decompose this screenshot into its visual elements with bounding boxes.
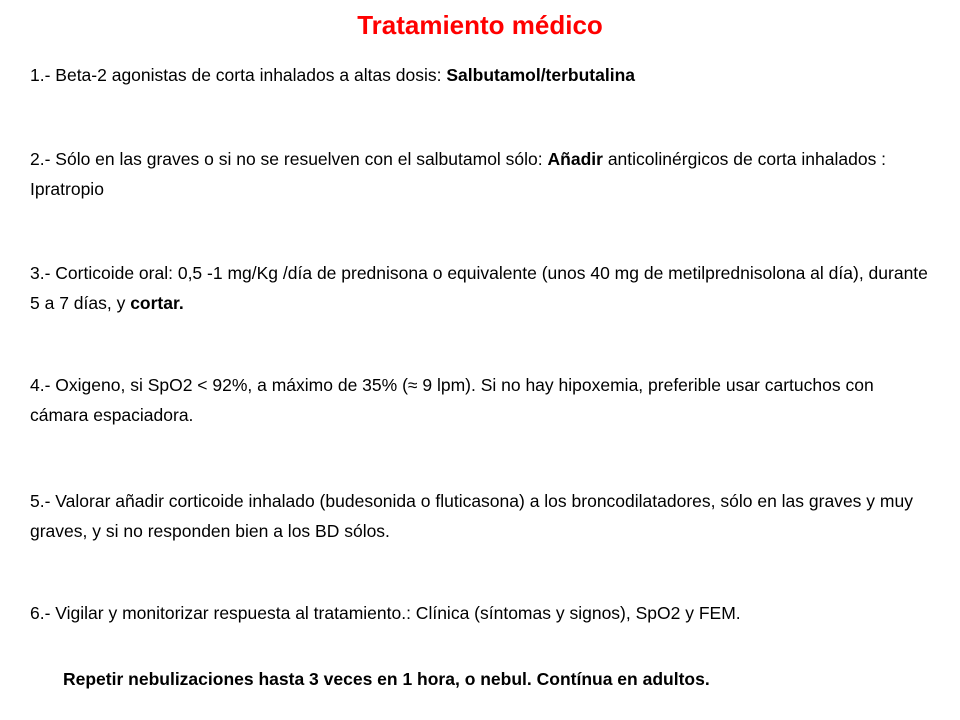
treatment-item-5: 5.- Valorar añadir corticoide inhalado (budesonida o fluticasona) a los broncodilatadores, sólo en las graves y muy graves, y si no responden bien a los BD sólos. (30, 491, 913, 541)
treatment-item-6: 6.- Vigilar y monitorizar respuesta al tratamiento.: Clínica (síntomas y signos), SpO2 y FEM. (30, 603, 741, 623)
treatment-item-1-text: 1.- Beta-2 agonistas de corta inhalados a altas dosis: (30, 65, 447, 85)
treatment-item-2 (30, 144, 935, 204)
treatment-item-2-text: 2.- Sólo en las graves o si no se resuelven con el salbutamol sólo: (30, 149, 548, 169)
treatment-item-1-drug: Salbutamol/terbutalina (446, 65, 636, 85)
slide-title: Tratamiento médico (357, 10, 603, 40)
treatment-item-2-text-end: anticolinérgicos de corta inhalados : Ipratropio (30, 149, 887, 199)
footer-note: Repetir nebulizaciones hasta 3 veces en 1 hora, o nebul. Contínua en adultos. (63, 669, 710, 689)
treatment-item-3 (30, 258, 935, 318)
treatment-item-3-text: 3.- Corticoide oral: 0,5 -1 mg/Kg /día de prednisona o equivalente (unos 40 mg de metilprednisolona al día), durante 5 a 7 días, y (30, 263, 928, 313)
treatment-item-4: 4.- Oxigeno, si SpO2 < 92%, a máximo de 35% (≈ 9 lpm). Si no hay hipoxemia, preferible usar cartuchos con cámara espaciadora. (30, 375, 874, 425)
treatment-item-1 (30, 60, 935, 90)
treatment-item-2-emphasis: Añadir (547, 149, 603, 169)
treatment-item-3-emphasis: cortar. (130, 293, 184, 313)
